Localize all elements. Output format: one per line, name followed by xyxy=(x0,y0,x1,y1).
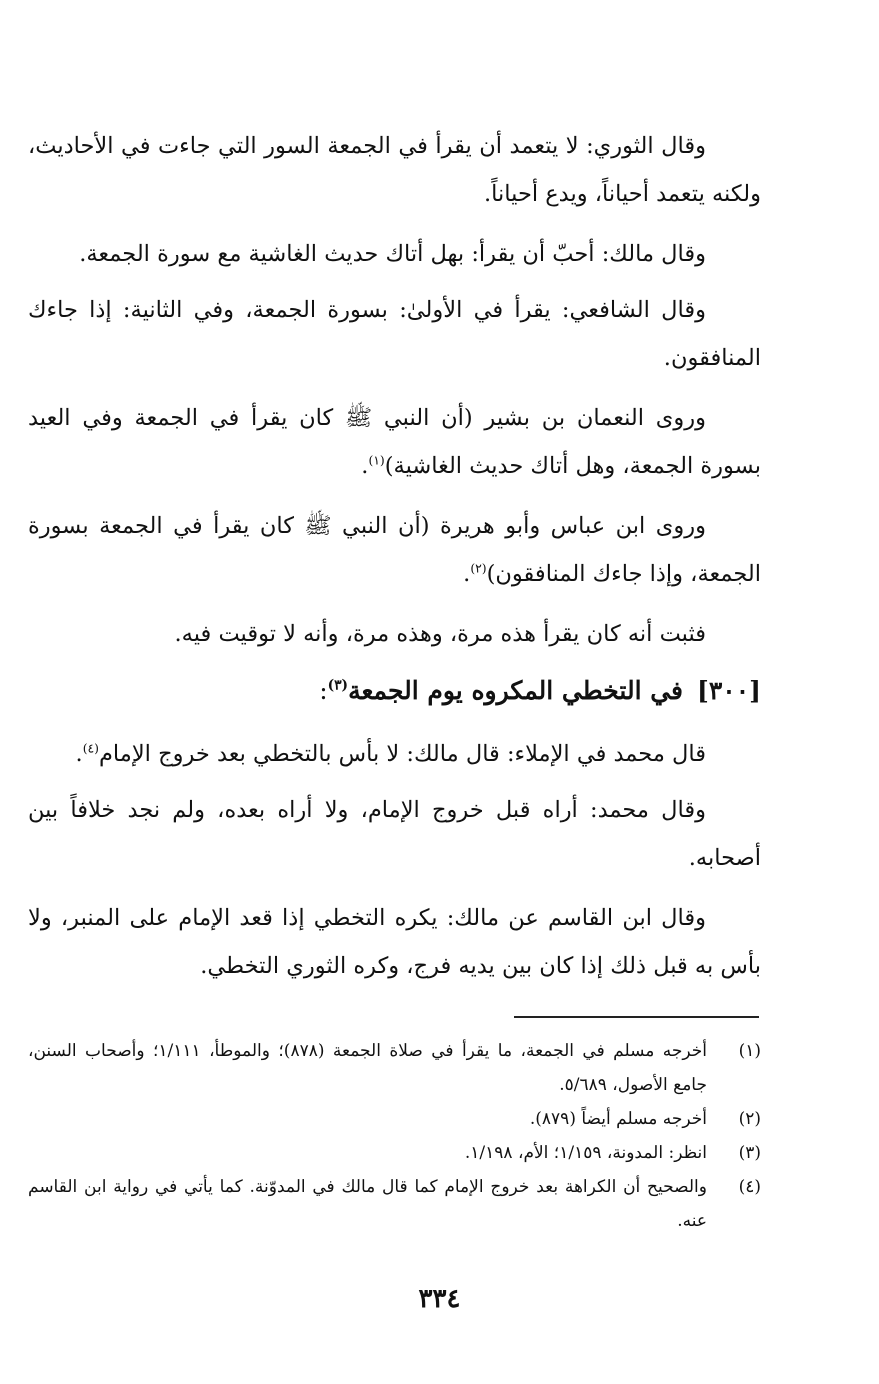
footnote-ref-4: (٤) xyxy=(82,741,99,756)
paragraph-imla xyxy=(28,730,761,778)
paragraph-ibn-qasim: وقال ابن القاسم عن مالك: يكره التخطي إذا قعد الإمام على المنبر، ولا بأس به قبل ذلك إذا كان بين يديه فرج، وكره الثوري التخطي. xyxy=(28,905,761,979)
paragraph-ibn-abbas-text: وروى ابن عباس وأبو هريرة (أن النبي ﷺ كان يقرأ في الجمعة بسورة الجمعة، وإذا جاءك المنافقون) xyxy=(28,513,761,587)
paragraph-imla-text: قال محمد في الإملاء: قال مالك: لا بأس بالتخطي بعد خروج الإمام xyxy=(99,741,706,767)
paragraph-ibn-abbas-end: . xyxy=(463,561,471,587)
footnote-text: أخرجه مسلم في الجمعة، ما يقرأ في صلاة الجمعة (٨٧٨)؛ والموطأ، ١/١١١؛ وأصحاب السنن، جامع الأصول، ٥/٦٨٩. xyxy=(28,1041,707,1095)
paragraph-nu3man xyxy=(28,394,761,490)
footnote-text: انظر: المدونة، ١/١٥٩؛ الأم، ١/١٩٨. xyxy=(464,1143,707,1163)
footnote-mark: (٤) xyxy=(738,1177,761,1197)
footnote-text: والصحيح أن الكراهة بعد خروج الإمام كما قال مالك في المدوّنة. كما يأتي في رواية ابن القاسم عنه. xyxy=(28,1177,707,1231)
section-heading-colon: : xyxy=(319,676,328,705)
paragraph-malik: وقال مالك: أحبّ أن يقرأ: بهل أتاك حديث الغاشية مع سورة الجمعة. xyxy=(79,241,706,267)
section-title: في التخطي المكروه يوم الجمعة xyxy=(348,676,684,705)
paragraph-nu3man-end: . xyxy=(361,453,369,479)
footnote-mark: (٢) xyxy=(738,1109,761,1129)
paragraph-shafii: وقال الشافعي: يقرأ في الأولىٰ: بسورة الجمعة، وفي الثانية: إذا جاءك المنافقون. xyxy=(28,297,761,371)
paragraph-muhammad: وقال محمد: أراه قبل خروج الإمام، ولا أراه بعده، ولم نجد خلافاً بين أصحابه. xyxy=(28,797,761,871)
footnote-text: أخرجه مسلم أيضاً (٨٧٩). xyxy=(529,1109,707,1129)
footnote-mark: (١) xyxy=(738,1041,761,1061)
footnote-ref-2: (٢) xyxy=(470,561,487,576)
section-number: [٣٠٠] xyxy=(697,676,761,705)
footnote-4 xyxy=(28,1170,761,1238)
footnote-ref-1: (١) xyxy=(368,453,385,468)
footnote-mark: (٣) xyxy=(738,1143,761,1163)
main-text xyxy=(28,122,761,1002)
paragraph-ibn-abbas xyxy=(28,502,761,598)
footnote-2 xyxy=(28,1102,761,1136)
section-heading xyxy=(28,666,761,716)
footnote-ref-3: (٣) xyxy=(327,677,349,694)
paragraph-thawri: وقال الثوري: لا يتعمد أن يقرأ في الجمعة السور التي جاءت في الأحاديث، ولكنه يتعمد أحياناً، ويدع أحياناً. xyxy=(28,133,761,207)
footnote-separator xyxy=(514,1016,759,1018)
paragraph-conclusion: فثبت أنه كان يقرأ هذه مرة، وهذه مرة، وأنه لا توقيت فيه. xyxy=(174,621,706,647)
footnote-3 xyxy=(28,1136,761,1170)
paragraph-nu3man-text: وروى النعمان بن بشير (أن النبي ﷺ كان يقرأ في الجمعة وفي العيد بسورة الجمعة، وهل أتاك حديث الغاشية) xyxy=(28,405,761,479)
footnotes xyxy=(28,1034,761,1238)
page-number: ٣٣٤ xyxy=(418,1284,461,1314)
paragraph-imla-end: . xyxy=(75,741,83,767)
footnote-1 xyxy=(28,1034,761,1102)
